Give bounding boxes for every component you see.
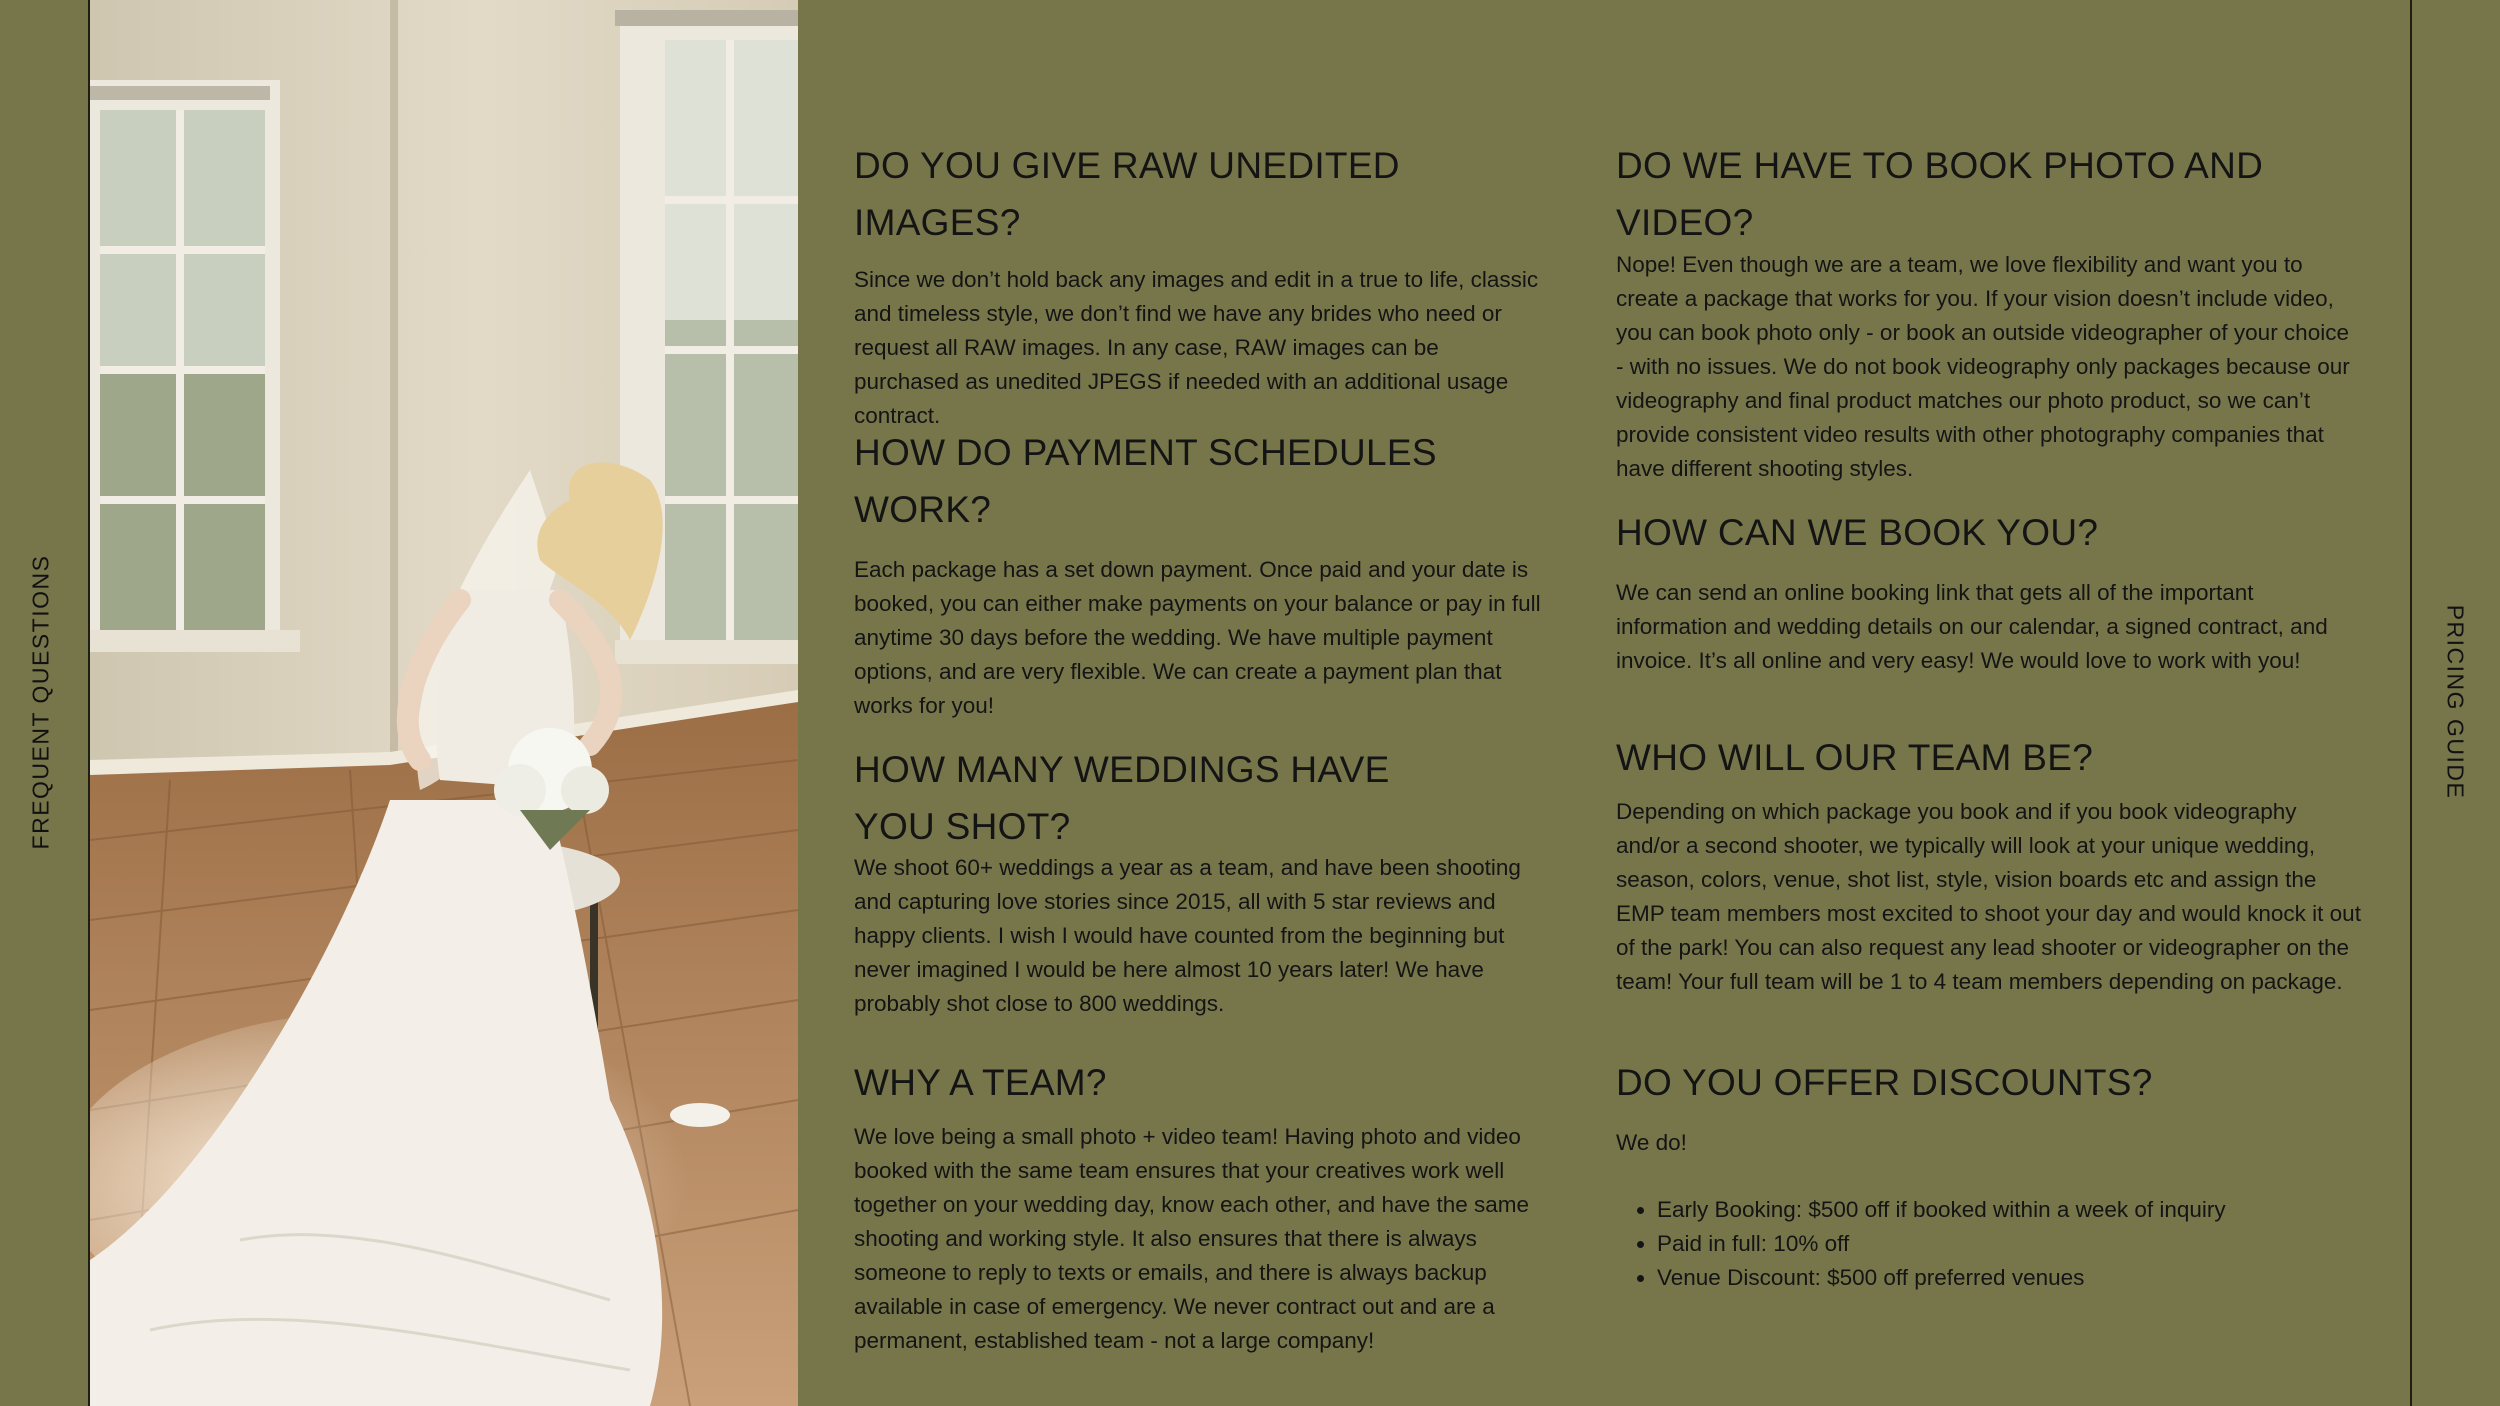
faq-item-how-to-book (1616, 504, 2361, 678)
faq-question: HOW MANY WEDDINGS HAVE YOU SHOT? (854, 749, 1390, 847)
faq-item-payment-schedules (854, 424, 1544, 723)
side-label-pricing-guide: PRICING GUIDE (2442, 604, 2469, 800)
faq-question: DO YOU GIVE RAW UNEDITED IMAGES? (854, 145, 1400, 243)
faq-question: DO YOU OFFER DISCOUNTS? (1616, 1062, 2153, 1103)
right-divider-rule (2410, 0, 2412, 1406)
faq-answer: Each package has a set down payment. Once paid and your date is booked, you can either make payments on your balance or pay in full anytime 30 days before the wedding. We have multiple payment options, and are very flexible. We can create a payment plan that works for you! (854, 557, 1541, 718)
faq-item-photo-and-video (1616, 137, 2361, 486)
faq-answer: Nope! Even though we are a team, we love flexibility and want you to create a package that works for you. If your vision doesn’t include video, you can book photo only - or book an outside videographer of your choice - with no issues. We do not book videography only packages because our videography and final product matches our photo product, so we can’t provide consistent video results with other photography companies that have different shooting styles. (1616, 252, 2350, 481)
faq-item-weddings-shot (854, 741, 1544, 1021)
faq-answer: Since we don’t hold back any images and edit in a true to life, classic and timeless style, we don’t find we have any brides who need or request all RAW images. In any case, RAW images can be purchased as unedited JPEGS if needed with an additional usage contract. (854, 267, 1539, 428)
faq-answer: Depending on which package you book and if you book videography and/or a second shooter, we typically will look at your unique wedding, season, colors, venue, shot list, style, vision boards etc and assign the EMP team members most excited to shoot your day and would knock it out of the park! You can also request any lead shooter or videographer on the team! Your full team will be 1 to 4 team members depending on package. (1616, 799, 2361, 994)
faq-item-our-team (1616, 729, 2361, 999)
discount-item: • Paid in full: 10% off (1657, 1227, 2361, 1261)
bride-photo-illustration (90, 0, 798, 1406)
discount-item: • Venue Discount: $500 off preferred venues (1657, 1261, 2361, 1295)
faq-answer: We can send an online booking link that gets all of the important information and wedding details on our calendar, a signed contract, and invoice. It’s all online and very easy! We would love to work with you! (1616, 580, 2328, 673)
faq-question: HOW DO PAYMENT SCHEDULES WORK? (854, 432, 1437, 530)
faq-answer: We shoot 60+ weddings a year as a team, and have been shooting and capturing love stories since 2015, all with 5 star reviews and happy clients. I wish I would have counted from the beginning but never imagined I would be here almost 10 years later! We have probably shot close to 800 weddings. (854, 855, 1521, 1016)
faq-item-raw-images (854, 137, 1544, 433)
faq-question: WHY A TEAM? (854, 1062, 1107, 1103)
side-label-frequent-questions: FREQUENT QUESTIONS (27, 554, 54, 850)
discount-list (1616, 1193, 2361, 1295)
faq-question: DO WE HAVE TO BOOK PHOTO AND VIDEO? (1616, 145, 2264, 243)
faq-answer: We do! (1616, 1130, 1687, 1155)
faq-question: HOW CAN WE BOOK YOU? (1616, 512, 2099, 553)
faq-answer: We love being a small photo + video team! Having photo and video booked with the same team ensures that your creatives work well together on your wedding day, know each other, and have the same shooting and working style. It also ensures that there is always someone to reply to texts or emails, and there is always backup available in case of emergency. We never contract out and are a permanent, established team - not a large company! (854, 1124, 1530, 1353)
faq-item-why-team (854, 1054, 1544, 1358)
bride-photo (90, 0, 798, 1406)
discount-item: • Early Booking: $500 off if booked within a week of inquiry (1657, 1193, 2361, 1227)
faq-item-discounts (1616, 1054, 2361, 1295)
faq-question: WHO WILL OUR TEAM BE? (1616, 737, 2094, 778)
